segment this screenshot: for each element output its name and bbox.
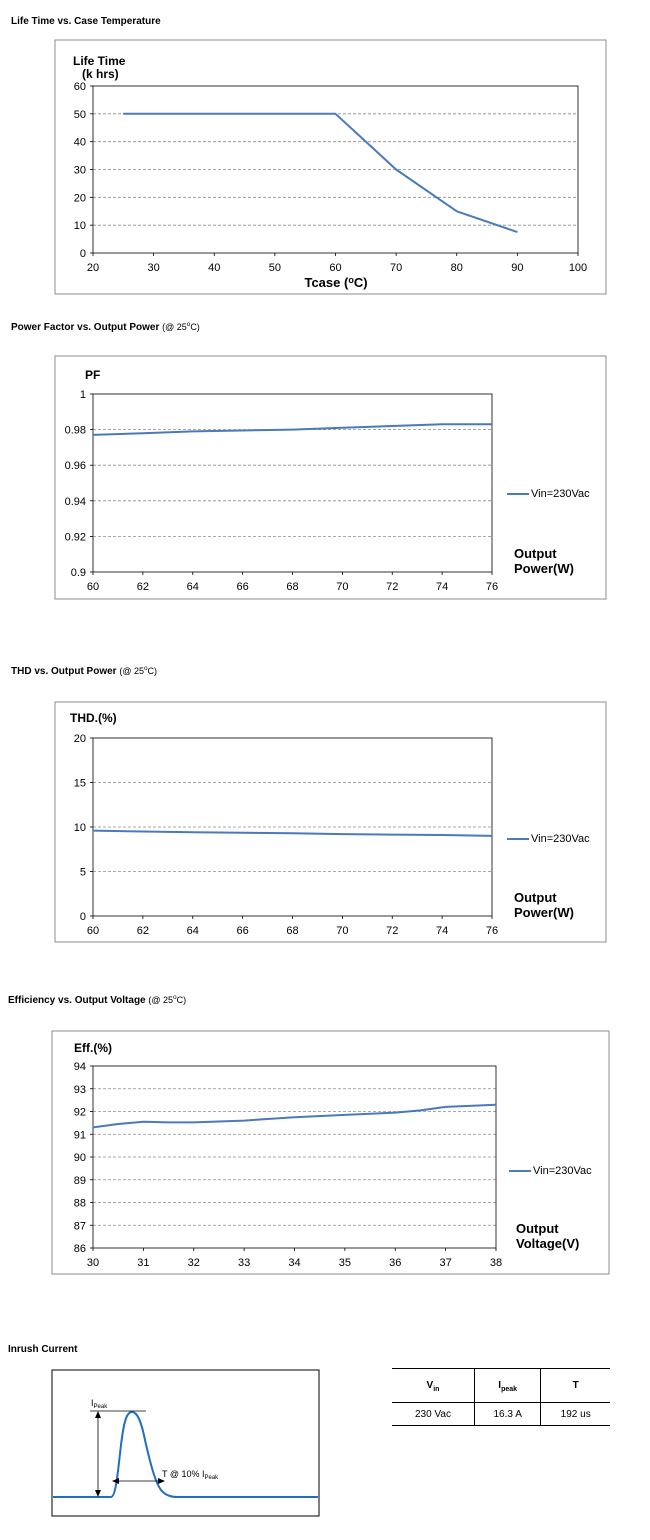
life-ytick-label: 60 (73, 81, 86, 93)
eff-ytick-label: 92 (73, 1106, 86, 1119)
pf-legend-swatch (507, 493, 529, 495)
life-ytick-label: 30 (73, 164, 86, 177)
eff-xtick-label: 36 (389, 1257, 402, 1269)
thd-xtick-label: 66 (236, 925, 249, 937)
eff-xtick-label: 38 (489, 1257, 503, 1269)
pf-xtick-label: 74 (436, 581, 449, 593)
life-ytick-label: 10 (73, 220, 86, 233)
eff-xtick-label: 30 (86, 1257, 100, 1269)
life-xtick-label: 50 (268, 262, 281, 274)
pf-ytick-label: 0.96 (64, 460, 86, 473)
pf-xtick-label: 68 (286, 581, 299, 593)
life-xtick-label: 30 (147, 262, 160, 274)
pf-xtick-label: 60 (86, 581, 100, 593)
cell-vin: 230 Vac (392, 1403, 474, 1426)
thd-ytick-label: 15 (73, 777, 86, 790)
thd-ytick-label: 10 (73, 822, 86, 834)
inrush-spec-table (392, 1368, 610, 1426)
life-xtick-label: 20 (86, 262, 100, 274)
pf-ytick-label: 1 (79, 389, 86, 401)
eff-legend-swatch (509, 1170, 531, 1172)
title-thd: THD vs. Output Power (@ 25$^o$C) (11, 665, 158, 677)
header-vin: $V_{in}$ (392, 1369, 474, 1403)
thd-legend-swatch (507, 838, 529, 840)
cell-ipeak: 16.3 A (474, 1403, 540, 1426)
pf-xtick-label: 64 (186, 581, 199, 593)
thd-xtick-label: 72 (386, 925, 399, 937)
life-xlabel: Tcase ($^o$C) (304, 275, 368, 290)
thd-xtick-label: 60 (86, 925, 100, 937)
eff-ytick-label: 89 (73, 1174, 86, 1187)
life-xtick-label: 80 (450, 262, 463, 274)
eff-ytick-label: 93 (73, 1083, 86, 1096)
life-ytick-label: 50 (73, 108, 86, 121)
header-ipeak: $I_{peak}$ (474, 1369, 540, 1403)
life-xtick-label: 40 (208, 262, 221, 274)
life-ylabel-line2: (k hrs) (82, 67, 119, 81)
eff-xtick-label: 35 (338, 1257, 351, 1269)
title-inrush-current: Inrush Current (8, 1344, 78, 1355)
eff-ylabel: Eff.(%) (74, 1041, 112, 1055)
title-life-time: Life Time vs. Case Temperature (11, 16, 161, 27)
life-ytick-label: 20 (73, 192, 86, 205)
eff-xlabel: Output Voltage(V) (516, 1221, 580, 1251)
life-ytick-label: 0 (79, 248, 86, 260)
eff-xtick-label: 37 (439, 1257, 452, 1269)
table-header-row (392, 1369, 610, 1403)
header-t: T (541, 1369, 610, 1403)
thd-ytick-label: 20 (73, 733, 86, 745)
thd-xlabel: Output Power(W) (514, 890, 574, 920)
cell-t: 192 us (541, 1403, 610, 1426)
thd-xtick-label: 62 (136, 925, 149, 937)
pf-ytick-label: 0.94 (64, 495, 86, 508)
pf-ylabel: PF (85, 368, 101, 382)
t-label: T @ 10% $I_{Peak}$ (162, 1469, 219, 1481)
pf-ytick-label: 0.98 (64, 424, 86, 437)
thd-xtick-label: 74 (436, 925, 449, 937)
eff-ytick-label: 91 (73, 1129, 86, 1142)
pf-legend: Vin=230Vac (507, 488, 590, 500)
eff-ytick-label: 87 (73, 1220, 86, 1233)
eff-ytick-label: 90 (73, 1152, 86, 1164)
pf-xtick-label: 66 (236, 581, 249, 593)
inrush-frame (52, 1370, 319, 1516)
pf-xtick-label: 70 (336, 581, 349, 593)
thd-ytick-label: 0 (79, 911, 86, 923)
thd-xtick-label: 64 (186, 925, 199, 937)
life-ylabel-line1: Life Time (73, 54, 126, 68)
life-ytick-label: 40 (73, 136, 86, 149)
life-xtick-label: 60 (329, 262, 342, 274)
life-xtick-label: 70 (390, 262, 403, 274)
eff-legend: Vin=230Vac (509, 1165, 592, 1177)
pf-xlabel: Output Power(W) (514, 546, 574, 576)
eff-ytick-label: 88 (73, 1197, 86, 1210)
eff-xtick-label: 32 (187, 1257, 200, 1269)
pf-ytick-label: 0.92 (64, 531, 86, 544)
title-efficiency: Efficiency vs. Output Voltage (@ 25$^o$C) (8, 994, 187, 1006)
life-xtick-label: 100 (568, 262, 588, 274)
eff-xtick-label: 33 (238, 1257, 251, 1269)
eff-ytick-label: 94 (73, 1061, 86, 1073)
thd-xtick-label: 68 (286, 925, 299, 937)
pf-xtick-label: 76 (485, 581, 499, 593)
eff-ytick-label: 86 (73, 1243, 86, 1255)
pf-ytick-label: 0.9 (70, 567, 86, 579)
pf-xtick-label: 72 (386, 581, 399, 593)
life-xtick-label: 90 (511, 262, 524, 274)
thd-ytick-label: 5 (79, 866, 86, 879)
ipeak-label: $I_{Peak}$ (91, 1398, 108, 1410)
thd-ylabel: THD.(%) (70, 711, 117, 725)
thd-xtick-label: 70 (336, 925, 349, 937)
table-row (392, 1403, 610, 1426)
eff-xtick-label: 34 (288, 1257, 301, 1269)
life-chart-frame (55, 40, 606, 294)
title-power-factor: Power Factor vs. Output Power (@ 25$^o$C) (11, 321, 200, 333)
eff-xtick-label: 31 (137, 1257, 150, 1269)
thd-legend: Vin=230Vac (507, 833, 590, 845)
thd-xtick-label: 76 (485, 925, 499, 937)
pf-xtick-label: 62 (136, 581, 149, 593)
